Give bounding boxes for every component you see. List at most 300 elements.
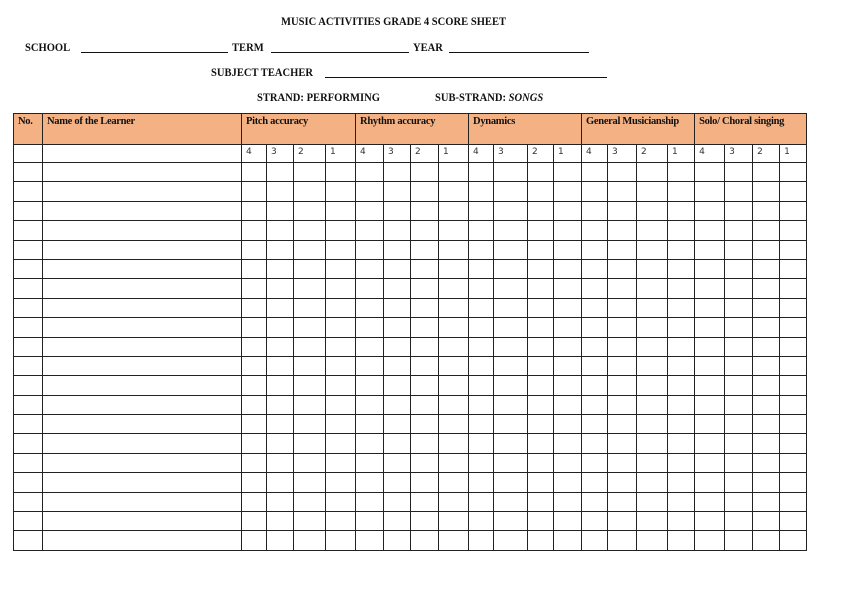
- score-cell[interactable]: [384, 356, 411, 375]
- score-cell[interactable]: [294, 201, 326, 220]
- score-cell[interactable]: [668, 473, 695, 492]
- score-cell[interactable]: [242, 182, 267, 201]
- score-cell[interactable]: [494, 163, 528, 182]
- score-cell[interactable]: [725, 259, 753, 278]
- score-cell[interactable]: [384, 201, 411, 220]
- score-cell[interactable]: [294, 531, 326, 550]
- score-cell[interactable]: [780, 298, 807, 317]
- score-cell[interactable]: [267, 318, 294, 337]
- score-cell[interactable]: [356, 531, 384, 550]
- learner-name-cell[interactable]: [43, 279, 242, 298]
- score-cell[interactable]: [725, 163, 753, 182]
- score-cell[interactable]: [554, 221, 582, 240]
- score-cell[interactable]: [294, 512, 326, 531]
- score-cell[interactable]: [725, 298, 753, 317]
- score-cell[interactable]: [528, 356, 554, 375]
- score-cell[interactable]: [411, 182, 439, 201]
- score-cell[interactable]: [242, 298, 267, 317]
- teacher-field[interactable]: [325, 77, 607, 78]
- score-cell[interactable]: [439, 356, 469, 375]
- score-cell[interactable]: [356, 415, 384, 434]
- score-cell[interactable]: [411, 434, 439, 453]
- score-cell[interactable]: [753, 531, 780, 550]
- learner-name-cell[interactable]: [43, 259, 242, 278]
- learner-name-cell[interactable]: [43, 376, 242, 395]
- score-cell[interactable]: [294, 415, 326, 434]
- score-cell[interactable]: [725, 318, 753, 337]
- score-cell[interactable]: [494, 453, 528, 472]
- score-cell[interactable]: [242, 221, 267, 240]
- number-cell[interactable]: [14, 279, 43, 298]
- score-cell[interactable]: [554, 298, 582, 317]
- score-cell[interactable]: [528, 492, 554, 511]
- score-cell[interactable]: [411, 318, 439, 337]
- score-cell[interactable]: [356, 240, 384, 259]
- score-cell[interactable]: [668, 201, 695, 220]
- score-cell[interactable]: [326, 221, 356, 240]
- score-cell[interactable]: [725, 473, 753, 492]
- score-cell[interactable]: [668, 376, 695, 395]
- score-cell[interactable]: [242, 531, 267, 550]
- number-cell[interactable]: [14, 473, 43, 492]
- score-cell[interactable]: [242, 240, 267, 259]
- score-cell[interactable]: [608, 163, 637, 182]
- score-cell[interactable]: [494, 492, 528, 511]
- score-cell[interactable]: [267, 376, 294, 395]
- score-cell[interactable]: [780, 356, 807, 375]
- score-cell[interactable]: [469, 240, 494, 259]
- score-cell[interactable]: [439, 337, 469, 356]
- score-cell[interactable]: [753, 356, 780, 375]
- score-cell[interactable]: [439, 395, 469, 414]
- score-cell[interactable]: [267, 453, 294, 472]
- score-cell[interactable]: [528, 337, 554, 356]
- score-cell[interactable]: [384, 473, 411, 492]
- score-cell[interactable]: [384, 395, 411, 414]
- score-cell[interactable]: [439, 259, 469, 278]
- score-cell[interactable]: [780, 201, 807, 220]
- score-cell[interactable]: [439, 240, 469, 259]
- score-cell[interactable]: [695, 318, 725, 337]
- score-cell[interactable]: [753, 240, 780, 259]
- score-cell[interactable]: [494, 376, 528, 395]
- learner-name-cell[interactable]: [43, 473, 242, 492]
- score-cell[interactable]: [582, 415, 608, 434]
- score-cell[interactable]: [637, 240, 668, 259]
- score-cell[interactable]: [780, 415, 807, 434]
- score-cell[interactable]: [494, 434, 528, 453]
- score-cell[interactable]: [637, 318, 668, 337]
- score-cell[interactable]: [439, 201, 469, 220]
- score-cell[interactable]: [326, 453, 356, 472]
- score-cell[interactable]: [242, 434, 267, 453]
- score-cell[interactable]: [695, 492, 725, 511]
- score-cell[interactable]: [356, 473, 384, 492]
- score-cell[interactable]: [753, 473, 780, 492]
- score-cell[interactable]: [469, 531, 494, 550]
- score-cell[interactable]: [554, 453, 582, 472]
- score-cell[interactable]: [554, 395, 582, 414]
- score-cell[interactable]: [582, 492, 608, 511]
- learner-name-cell[interactable]: [43, 512, 242, 531]
- score-cell[interactable]: [528, 376, 554, 395]
- number-cell[interactable]: [14, 492, 43, 511]
- score-cell[interactable]: [326, 240, 356, 259]
- score-cell[interactable]: [356, 337, 384, 356]
- score-cell[interactable]: [725, 395, 753, 414]
- score-cell[interactable]: [780, 453, 807, 472]
- score-cell[interactable]: [439, 298, 469, 317]
- learner-name-cell[interactable]: [43, 201, 242, 220]
- score-cell[interactable]: [695, 512, 725, 531]
- score-cell[interactable]: [637, 473, 668, 492]
- score-cell[interactable]: [582, 279, 608, 298]
- score-cell[interactable]: [528, 318, 554, 337]
- number-cell[interactable]: [14, 201, 43, 220]
- score-cell[interactable]: [695, 279, 725, 298]
- score-cell[interactable]: [725, 182, 753, 201]
- score-cell[interactable]: [608, 221, 637, 240]
- score-cell[interactable]: [668, 356, 695, 375]
- score-cell[interactable]: [695, 531, 725, 550]
- year-field[interactable]: [449, 52, 589, 53]
- score-cell[interactable]: [780, 182, 807, 201]
- score-cell[interactable]: [326, 318, 356, 337]
- score-cell[interactable]: [294, 356, 326, 375]
- score-cell[interactable]: [608, 434, 637, 453]
- score-cell[interactable]: [384, 376, 411, 395]
- score-cell[interactable]: [356, 356, 384, 375]
- score-cell[interactable]: [695, 376, 725, 395]
- score-cell[interactable]: [695, 473, 725, 492]
- score-cell[interactable]: [469, 259, 494, 278]
- score-cell[interactable]: [469, 201, 494, 220]
- learner-name-cell[interactable]: [43, 163, 242, 182]
- score-cell[interactable]: [637, 259, 668, 278]
- score-cell[interactable]: [637, 356, 668, 375]
- score-cell[interactable]: [439, 453, 469, 472]
- score-cell[interactable]: [411, 221, 439, 240]
- score-cell[interactable]: [554, 240, 582, 259]
- score-cell[interactable]: [469, 376, 494, 395]
- score-cell[interactable]: [753, 318, 780, 337]
- score-cell[interactable]: [411, 376, 439, 395]
- score-cell[interactable]: [608, 337, 637, 356]
- score-cell[interactable]: [695, 415, 725, 434]
- score-cell[interactable]: [469, 298, 494, 317]
- score-cell[interactable]: [528, 259, 554, 278]
- score-cell[interactable]: [668, 298, 695, 317]
- score-cell[interactable]: [528, 182, 554, 201]
- number-cell[interactable]: [14, 434, 43, 453]
- score-cell[interactable]: [384, 337, 411, 356]
- score-cell[interactable]: [780, 279, 807, 298]
- number-cell[interactable]: [14, 240, 43, 259]
- score-cell[interactable]: [695, 240, 725, 259]
- score-cell[interactable]: [326, 201, 356, 220]
- score-cell[interactable]: [439, 376, 469, 395]
- score-cell[interactable]: [780, 512, 807, 531]
- score-cell[interactable]: [637, 395, 668, 414]
- score-cell[interactable]: [267, 201, 294, 220]
- score-cell[interactable]: [753, 201, 780, 220]
- score-cell[interactable]: [494, 395, 528, 414]
- score-cell[interactable]: [637, 415, 668, 434]
- score-cell[interactable]: [242, 356, 267, 375]
- score-cell[interactable]: [294, 395, 326, 414]
- score-cell[interactable]: [725, 453, 753, 472]
- score-cell[interactable]: [494, 531, 528, 550]
- score-cell[interactable]: [494, 201, 528, 220]
- score-cell[interactable]: [267, 279, 294, 298]
- score-cell[interactable]: [528, 298, 554, 317]
- score-cell[interactable]: [411, 415, 439, 434]
- learner-name-cell[interactable]: [43, 221, 242, 240]
- score-cell[interactable]: [356, 298, 384, 317]
- score-cell[interactable]: [725, 356, 753, 375]
- score-cell[interactable]: [695, 298, 725, 317]
- score-cell[interactable]: [668, 492, 695, 511]
- score-cell[interactable]: [439, 221, 469, 240]
- score-cell[interactable]: [411, 240, 439, 259]
- score-cell[interactable]: [469, 182, 494, 201]
- learner-name-cell[interactable]: [43, 298, 242, 317]
- score-cell[interactable]: [554, 512, 582, 531]
- score-cell[interactable]: [753, 337, 780, 356]
- learner-name-cell[interactable]: [43, 415, 242, 434]
- score-cell[interactable]: [494, 415, 528, 434]
- score-cell[interactable]: [528, 512, 554, 531]
- score-cell[interactable]: [469, 318, 494, 337]
- score-cell[interactable]: [668, 279, 695, 298]
- score-cell[interactable]: [668, 182, 695, 201]
- score-cell[interactable]: [695, 356, 725, 375]
- score-cell[interactable]: [608, 279, 637, 298]
- score-cell[interactable]: [242, 259, 267, 278]
- score-cell[interactable]: [356, 395, 384, 414]
- learner-name-cell[interactable]: [43, 337, 242, 356]
- score-cell[interactable]: [582, 182, 608, 201]
- score-cell[interactable]: [780, 259, 807, 278]
- score-cell[interactable]: [753, 259, 780, 278]
- score-cell[interactable]: [554, 259, 582, 278]
- score-cell[interactable]: [780, 240, 807, 259]
- score-cell[interactable]: [608, 492, 637, 511]
- score-cell[interactable]: [294, 337, 326, 356]
- score-cell[interactable]: [326, 298, 356, 317]
- score-cell[interactable]: [780, 473, 807, 492]
- score-cell[interactable]: [582, 318, 608, 337]
- score-cell[interactable]: [356, 201, 384, 220]
- score-cell[interactable]: [411, 201, 439, 220]
- score-cell[interactable]: [326, 259, 356, 278]
- score-cell[interactable]: [384, 531, 411, 550]
- score-cell[interactable]: [411, 259, 439, 278]
- score-cell[interactable]: [494, 512, 528, 531]
- score-cell[interactable]: [582, 221, 608, 240]
- score-cell[interactable]: [637, 434, 668, 453]
- score-cell[interactable]: [528, 415, 554, 434]
- number-cell[interactable]: [14, 356, 43, 375]
- score-cell[interactable]: [267, 415, 294, 434]
- score-cell[interactable]: [242, 279, 267, 298]
- score-cell[interactable]: [668, 318, 695, 337]
- score-cell[interactable]: [753, 434, 780, 453]
- score-cell[interactable]: [554, 473, 582, 492]
- score-cell[interactable]: [294, 259, 326, 278]
- learner-name-cell[interactable]: [43, 356, 242, 375]
- score-cell[interactable]: [780, 337, 807, 356]
- score-cell[interactable]: [695, 453, 725, 472]
- score-cell[interactable]: [582, 298, 608, 317]
- score-cell[interactable]: [267, 434, 294, 453]
- score-cell[interactable]: [637, 279, 668, 298]
- score-cell[interactable]: [384, 415, 411, 434]
- score-cell[interactable]: [608, 415, 637, 434]
- score-cell[interactable]: [294, 221, 326, 240]
- score-cell[interactable]: [469, 279, 494, 298]
- score-cell[interactable]: [608, 376, 637, 395]
- score-cell[interactable]: [554, 356, 582, 375]
- number-cell[interactable]: [14, 163, 43, 182]
- score-cell[interactable]: [582, 356, 608, 375]
- score-cell[interactable]: [725, 221, 753, 240]
- score-cell[interactable]: [494, 259, 528, 278]
- number-cell[interactable]: [14, 182, 43, 201]
- score-cell[interactable]: [637, 492, 668, 511]
- score-cell[interactable]: [326, 415, 356, 434]
- learner-name-cell[interactable]: [43, 453, 242, 472]
- score-cell[interactable]: [725, 512, 753, 531]
- score-cell[interactable]: [780, 221, 807, 240]
- score-cell[interactable]: [554, 531, 582, 550]
- score-cell[interactable]: [494, 318, 528, 337]
- score-cell[interactable]: [384, 492, 411, 511]
- score-cell[interactable]: [384, 240, 411, 259]
- score-cell[interactable]: [582, 163, 608, 182]
- score-cell[interactable]: [695, 337, 725, 356]
- score-cell[interactable]: [695, 395, 725, 414]
- score-cell[interactable]: [608, 473, 637, 492]
- score-cell[interactable]: [668, 221, 695, 240]
- score-cell[interactable]: [528, 473, 554, 492]
- score-cell[interactable]: [582, 395, 608, 414]
- score-cell[interactable]: [554, 434, 582, 453]
- score-cell[interactable]: [582, 259, 608, 278]
- score-cell[interactable]: [494, 473, 528, 492]
- score-cell[interactable]: [384, 512, 411, 531]
- score-cell[interactable]: [725, 201, 753, 220]
- score-cell[interactable]: [242, 415, 267, 434]
- score-cell[interactable]: [608, 395, 637, 414]
- score-cell[interactable]: [494, 182, 528, 201]
- score-cell[interactable]: [384, 279, 411, 298]
- score-cell[interactable]: [528, 221, 554, 240]
- score-cell[interactable]: [326, 376, 356, 395]
- score-cell[interactable]: [242, 453, 267, 472]
- score-cell[interactable]: [469, 395, 494, 414]
- score-cell[interactable]: [439, 531, 469, 550]
- score-cell[interactable]: [294, 318, 326, 337]
- number-cell[interactable]: [14, 512, 43, 531]
- score-cell[interactable]: [608, 453, 637, 472]
- score-cell[interactable]: [356, 182, 384, 201]
- score-cell[interactable]: [326, 395, 356, 414]
- score-cell[interactable]: [528, 279, 554, 298]
- score-cell[interactable]: [780, 318, 807, 337]
- score-cell[interactable]: [725, 434, 753, 453]
- score-cell[interactable]: [326, 356, 356, 375]
- score-cell[interactable]: [608, 201, 637, 220]
- score-cell[interactable]: [753, 492, 780, 511]
- score-cell[interactable]: [294, 492, 326, 511]
- score-cell[interactable]: [494, 221, 528, 240]
- score-cell[interactable]: [668, 395, 695, 414]
- score-cell[interactable]: [637, 512, 668, 531]
- learner-name-cell[interactable]: [43, 434, 242, 453]
- score-cell[interactable]: [582, 453, 608, 472]
- score-cell[interactable]: [411, 337, 439, 356]
- score-cell[interactable]: [469, 221, 494, 240]
- score-cell[interactable]: [384, 259, 411, 278]
- score-cell[interactable]: [469, 492, 494, 511]
- score-cell[interactable]: [668, 453, 695, 472]
- score-cell[interactable]: [554, 279, 582, 298]
- score-cell[interactable]: [439, 182, 469, 201]
- score-cell[interactable]: [294, 473, 326, 492]
- score-cell[interactable]: [439, 318, 469, 337]
- score-cell[interactable]: [528, 163, 554, 182]
- score-cell[interactable]: [637, 298, 668, 317]
- score-cell[interactable]: [725, 492, 753, 511]
- score-cell[interactable]: [554, 201, 582, 220]
- score-cell[interactable]: [267, 298, 294, 317]
- number-cell[interactable]: [14, 318, 43, 337]
- score-cell[interactable]: [439, 434, 469, 453]
- score-cell[interactable]: [528, 240, 554, 259]
- score-cell[interactable]: [695, 163, 725, 182]
- score-cell[interactable]: [242, 337, 267, 356]
- score-cell[interactable]: [356, 512, 384, 531]
- score-cell[interactable]: [725, 337, 753, 356]
- score-cell[interactable]: [411, 531, 439, 550]
- score-cell[interactable]: [528, 453, 554, 472]
- number-cell[interactable]: [14, 376, 43, 395]
- score-cell[interactable]: [780, 531, 807, 550]
- score-cell[interactable]: [608, 298, 637, 317]
- score-cell[interactable]: [384, 221, 411, 240]
- score-cell[interactable]: [554, 492, 582, 511]
- score-cell[interactable]: [469, 415, 494, 434]
- score-cell[interactable]: [608, 356, 637, 375]
- score-cell[interactable]: [267, 395, 294, 414]
- score-cell[interactable]: [494, 279, 528, 298]
- score-cell[interactable]: [725, 531, 753, 550]
- score-cell[interactable]: [780, 492, 807, 511]
- score-cell[interactable]: [469, 356, 494, 375]
- score-cell[interactable]: [294, 434, 326, 453]
- score-cell[interactable]: [725, 376, 753, 395]
- score-cell[interactable]: [267, 240, 294, 259]
- score-cell[interactable]: [294, 240, 326, 259]
- score-cell[interactable]: [326, 473, 356, 492]
- score-cell[interactable]: [780, 395, 807, 414]
- number-cell[interactable]: [14, 298, 43, 317]
- score-cell[interactable]: [668, 240, 695, 259]
- score-cell[interactable]: [356, 492, 384, 511]
- score-cell[interactable]: [326, 512, 356, 531]
- score-cell[interactable]: [668, 259, 695, 278]
